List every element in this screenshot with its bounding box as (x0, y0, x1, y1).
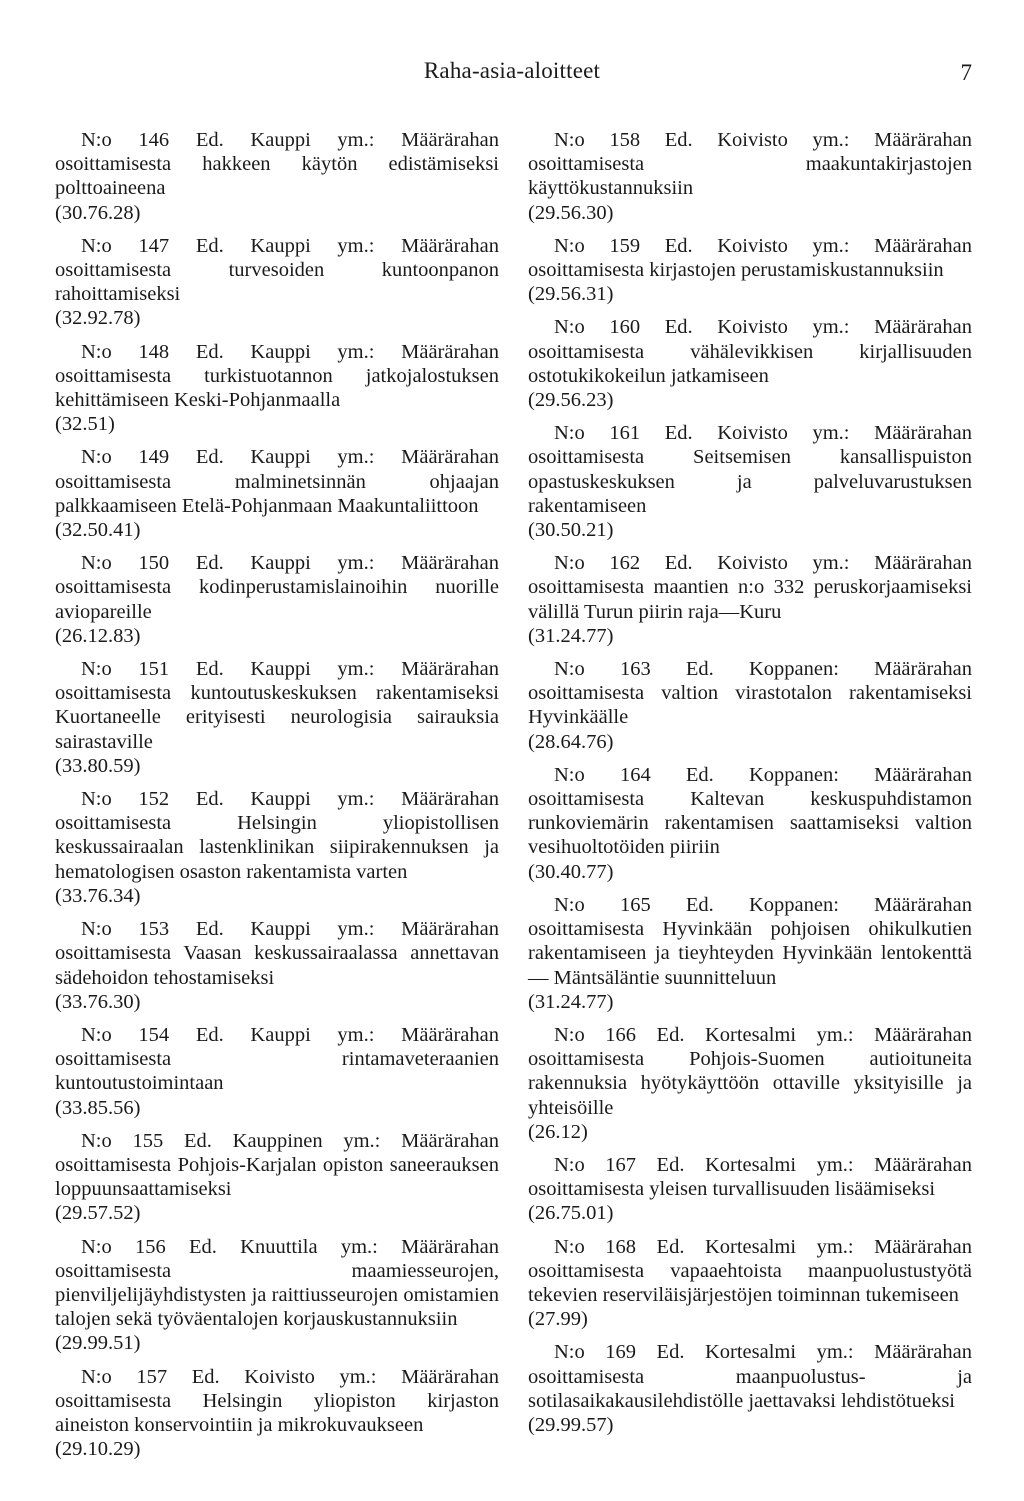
entry-149 (55, 445, 499, 542)
entry-168 (528, 1235, 972, 1332)
entry-text: N:o 149 Ed. Kauppi ym.: Määrärahan osoittamisesta malminetsinnän ohjaajan palkkaamiseen Etelä-Pohjanmaan Maakuntaliittoon (55, 446, 499, 517)
entry-text: N:o 153 Ed. Kauppi ym.: Määrärahan osoittamisesta Vaasan keskussairaalassa annettavan sädehoidon tehostamiseksi (55, 918, 499, 989)
entry-text: N:o 154 Ed. Kauppi ym.: Määrärahan osoittamisesta rintamaveteraanien kuntoutustoimintaan (55, 1023, 499, 1095)
budget-code: (30.40.77) (528, 860, 614, 883)
budget-code: (29.57.52) (55, 1202, 141, 1225)
budget-code: (31.24.77) (528, 990, 614, 1013)
budget-code: (33.76.30) (55, 990, 141, 1013)
entry-150 (55, 551, 499, 648)
entry-147 (55, 234, 499, 331)
entry-169 (528, 1340, 972, 1437)
entry-text: N:o 167 Ed. Kortesalmi ym.: Määrärahan osoittamisesta yleisen turvallisuuden lisäämiseksi (528, 1153, 972, 1201)
budget-code: (29.56.23) (528, 389, 614, 412)
entry-text: N:o 152 Ed. Kauppi ym.: Määrärahan osoittamisesta Helsingin yliopistollisen keskussairaalan lastenklinikan siipirakennuksen ja hematologisen osaston rakentamista varten (55, 788, 499, 883)
budget-code: (29.56.30) (528, 201, 614, 224)
entry-146 (55, 128, 499, 225)
budget-code: (29.99.51) (55, 1332, 141, 1355)
budget-code: (33.80.59) (55, 754, 141, 777)
entry-151 (55, 657, 499, 778)
entry-152 (55, 787, 499, 908)
entry-text: N:o 161 Ed. Koivisto ym.: Määrärahan osoittamisesta Seitsemisen kansallispuiston opastuskeskuksen ja palveluvarustuksen rakentamiseen (528, 422, 972, 517)
budget-code: (26.12) (528, 1120, 588, 1143)
entry-157 (55, 1365, 499, 1462)
running-title: Raha-asia-aloitteet (423, 58, 601, 83)
entry-164 (528, 763, 972, 884)
entry-156 (55, 1235, 499, 1356)
entry-text: N:o 151 Ed. Kauppi ym.: Määrärahan osoittamisesta kuntoutuskeskuksen rakentamiseksi Kuortaneelle erityisesti neurologisia sairauksia sairastaville (55, 658, 499, 753)
budget-code: (29.56.31) (528, 283, 614, 306)
entry-160 (528, 315, 972, 412)
budget-code: (30.76.28) (55, 201, 141, 224)
budget-code: (33.76.34) (55, 884, 141, 907)
budget-code: (26.75.01) (528, 1202, 614, 1225)
page-number: 7 (960, 60, 972, 85)
entry-154 (55, 1023, 499, 1120)
entry-153 (55, 917, 499, 1014)
entry-text: N:o 158 Ed. Koivisto ym.: Määrärahan osoittamisesta maakuntakirjastojen käyttökustannuksiin (528, 129, 972, 200)
entry-text: N:o 148 Ed. Kauppi ym.: Määrärahan osoittamisesta turkistuotannon jatkojalostuksen kehittämiseen Keski-Pohjanmaalla (55, 340, 499, 412)
entry-161 (528, 421, 972, 542)
budget-code: (26.12.83) (55, 624, 141, 647)
entry-159 (528, 234, 972, 307)
entry-166 (528, 1023, 972, 1144)
entry-148 (55, 340, 499, 437)
right-column (528, 128, 972, 1446)
entry-165 (528, 893, 972, 1014)
budget-code: (29.99.57) (528, 1413, 614, 1436)
entry-text: N:o 166 Ed. Kortesalmi ym.: Määrärahan osoittamisesta Pohjois-Suomen autioituneita rakennuksia hyötykäyttöön ottaville yksityisille ja yhteisöille (528, 1023, 972, 1119)
budget-code: (32.92.78) (55, 307, 141, 330)
entry-text: N:o 163 Ed. Koppanen: Määrärahan osoittamisesta valtion virastotalon rakentamiseksi Hyvinkäälle (528, 658, 972, 729)
entry-text: N:o 147 Ed. Kauppi ym.: Määrärahan osoittamisesta turvesoiden kuntoonpanon rahoittamiseksi (55, 234, 499, 306)
budget-code: (29.10.29) (55, 1438, 141, 1461)
entry-155 (55, 1129, 499, 1226)
entry-text: N:o 164 Ed. Koppanen: Määrärahan osoittamisesta Kaltevan keskuspuhdistamon runkoviemärin rakentamisen saattamiseksi valtion vesihuoltotöiden piiriin (528, 763, 972, 859)
entry-text: N:o 155 Ed. Kauppinen ym.: Määrärahan osoittamisesta Pohjois-Karjalan opiston saneerauksen loppuunsaattamiseksi (55, 1129, 499, 1201)
budget-code: (30.50.21) (528, 519, 614, 542)
budget-code: (27.99) (528, 1308, 588, 1331)
entry-text: N:o 162 Ed. Koivisto ym.: Määrärahan osoittamisesta maantien n:o 332 peruskorjaamiseksi välillä Turun piirin raja—Kuru (528, 552, 972, 623)
budget-code: (32.51) (55, 413, 115, 436)
budget-code: (28.64.76) (528, 730, 614, 753)
page-header (0, 58, 1024, 94)
entry-text: N:o 146 Ed. Kauppi ym.: Määrärahan osoittamisesta hakkeen käytön edistämiseksi polttoaineena (55, 129, 499, 200)
left-column (55, 128, 499, 1470)
entry-162 (528, 551, 972, 648)
budget-code: (33.85.56) (55, 1096, 141, 1119)
entry-text: N:o 169 Ed. Kortesalmi ym.: Määrärahan osoittamisesta maanpuolustus- ja sotilasaikakausilehdistölle jaettavaksi lehdistötueksi (528, 1341, 972, 1412)
entry-text: N:o 160 Ed. Koivisto ym.: Määrärahan osoittamisesta vähälevikkisen kirjallisuuden ostotukikokeilun jatkamiseen (528, 316, 972, 387)
entry-158 (528, 128, 972, 225)
entry-167 (528, 1153, 972, 1226)
entry-text: N:o 159 Ed. Koivisto ym.: Määrärahan osoittamisesta kirjastojen perustamiskustannuksiin (528, 234, 972, 282)
entry-163 (528, 657, 972, 754)
entry-text: N:o 150 Ed. Kauppi ym.: Määrärahan osoittamisesta kodinperustamislainoihin nuorille aviopareille (55, 552, 499, 623)
entry-text: N:o 156 Ed. Knuuttila ym.: Määrärahan osoittamisesta maamiesseurojen, pienviljelijäyhdistysten ja raittiusseurojen omistamien talojen sekä työväentalojen korjauskustannuksiin (55, 1235, 499, 1331)
entry-text: N:o 168 Ed. Kortesalmi ym.: Määrärahan osoittamisesta vapaaehtoista maanpuolustustyötä tekevien reserviläisjärjestöjen toiminnan tukemiseen (528, 1235, 972, 1306)
entry-text: N:o 157 Ed. Koivisto ym.: Määrärahan osoittamisesta Helsingin yliopiston kirjaston aineiston konservointiin ja mikrokuvaukseen (55, 1365, 499, 1436)
budget-code: (31.24.77) (528, 624, 614, 647)
budget-code: (32.50.41) (55, 519, 141, 542)
entry-text: N:o 165 Ed. Koppanen: Määrärahan osoittamisesta Hyvinkään pohjoisen ohikulkutien rakentamiseen ja tieyhteyden Hyvinkään lentokenttä — Mäntsäläntie suunnitteluun (528, 893, 972, 989)
